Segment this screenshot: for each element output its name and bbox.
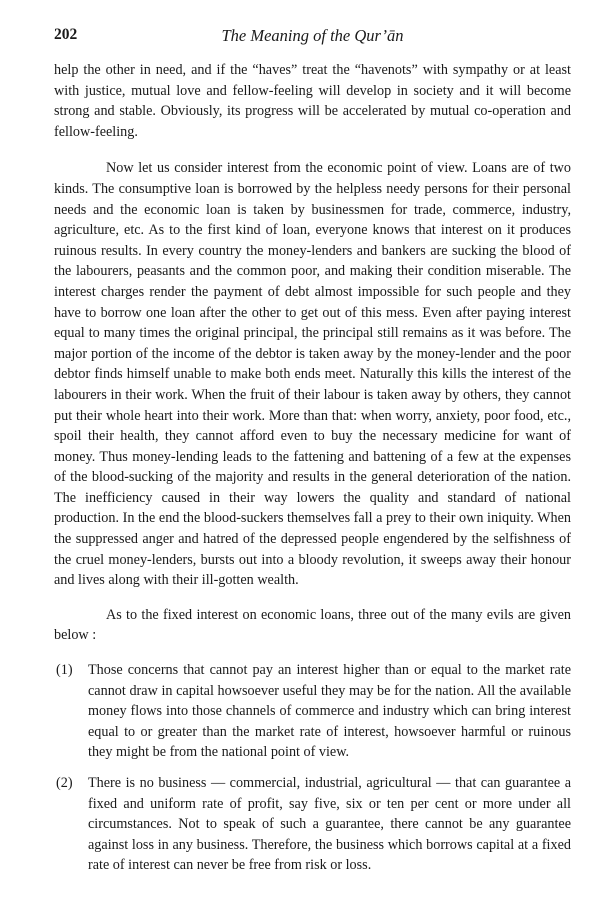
list-item (54, 660, 571, 763)
book-page (54, 22, 571, 886)
list-item-text: There is no business — commercial, industrial, agricultural — that can guarantee a fixed and uniform rate of profit, say five, six or ten per cent or more under all circumstances. Not to speak of such a guarantee, there cannot be any guarantee against loss in any business. Therefore, the business which borrows capital at a fixed rate of interest can never be free from risk or loss. (88, 775, 571, 874)
running-header (54, 22, 571, 48)
paragraph-fixed-interest-intro: As to the fixed interest on economic loans, three out of the many evils are given below : (54, 606, 571, 644)
paragraph-continuation: help the other in need, and if the “haves” treat the “havenots” with sympathy or at least with justice, mutual love and fellow-feeling will develop in society and it will become strong and stable. Obviously, its progress will be accelerated by mutual co-operation and fellow-feeling. (54, 62, 571, 140)
list-marker: (2) (56, 775, 73, 791)
list-marker: (1) (56, 662, 73, 679)
running-title: The Meaning of the Qur’ān (221, 26, 404, 45)
body-text (54, 60, 571, 876)
list-item-text: Those concerns that cannot pay an interest higher than or equal to the market rate cannot draw in capital howsoever useful they may be for the nation. All the available money flows into those channels of commerce and industry which can bring interest equal to or greater than the market rate of interest, howsoever harmful or ruinous they might be from the national point of view. (88, 662, 571, 761)
page-number: 202 (54, 26, 78, 43)
evils-list (54, 660, 571, 876)
list-item (54, 773, 571, 876)
paragraph-economic-view: Now let us consider interest from the economic point of view. Loans are of two kinds. The consumptive loan is borrowed by the helpless needy persons for their personal needs and the economic loan is taken by businessmen for trade, commerce, industry, agriculture, etc. As to the first kind of loan, everyone knows that interest on it produces ruinous results. In every country the money-lenders and bankers are sucking the blood of the labourers, peasants and the common poor, and making their condition miserable. The interest charges render the payment of debt almost impossible for such people and they have to borrow one loan after the other to get out of this mess. Even after paying interest equal to many times the original principal, the principal still remains as it was before. The major portion of the income of the debtor is taken away by the money-lender and the poor debtor finds himself unable to make both ends meet. Naturally this kills the interest of the labourers in their work. When the fruit of their labour is taken away by others, they cannot put their whole heart into their work. More than that: when worry, anxiety, poor food, etc., spoil their health, they cannot afford even to buy the necessary medicine for want of money. Thus money-lending leads to the fattening and battening of a few at the expenses of the blood-sucking of the majority and results in the general deterioration of the nation. The inefficiency caused in their way lowers the quality and standard of national production. In the end the blood-suckers themselves fall a prey to their own iniquity. When the suppressed anger and hatred of the depressed people engendered by the selfishness of the cruel money-lenders, bursts out into a bloody revolution, it sweeps away their honour and lives along with their ill-gotten wealth. (54, 160, 571, 589)
